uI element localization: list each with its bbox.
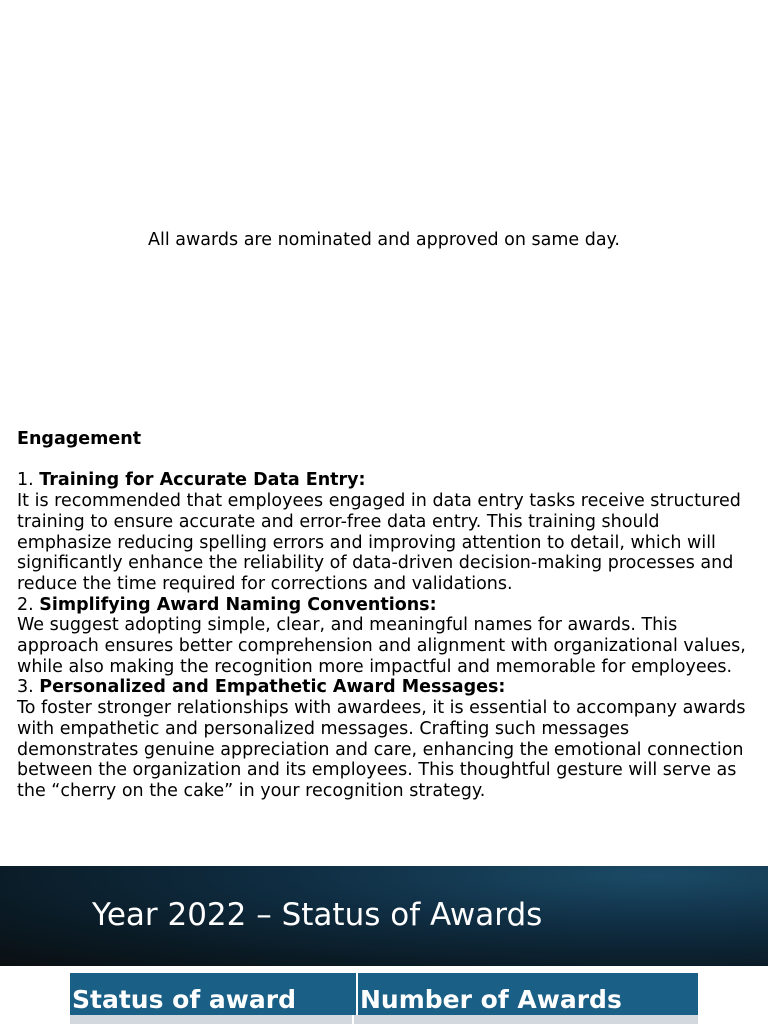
recommendation-3-body: To foster stronger relationships with awardees, it is essential to accompany awards with empathetic and personalized messages. Crafting such messages demonstrates genuine appreciation and care, enhancing the emotional connection between the organization and its employees. This thoughtful gesture will serve as the “cherry on the cake” in your recognition strategy. <box>17 698 746 801</box>
recommendation-1-heading <box>17 470 752 491</box>
recommendation-1-title: Training for Accurate Data Entry: <box>39 470 366 491</box>
recommendation-3-number: 3. <box>17 677 34 698</box>
column-header-status: Status of award <box>70 973 357 1019</box>
engagement-section <box>17 429 752 802</box>
awards-status-table <box>70 973 698 1019</box>
table-row <box>70 1015 698 1024</box>
approval-note: All awards are nominated and approved on same day. <box>148 230 620 250</box>
column-header-count: Number of Awards <box>357 973 698 1019</box>
recommendation-2-title: Simplifying Award Naming Conventions: <box>39 594 437 615</box>
engagement-heading: Engagement <box>17 429 142 449</box>
recommendation-2-heading <box>17 595 752 616</box>
recommendation-2-number: 2. <box>17 594 34 615</box>
recommendation-1-number: 1. <box>17 470 34 491</box>
slide-title-banner <box>0 866 768 966</box>
column-divider <box>352 1015 354 1024</box>
recommendation-2-body: We suggest adopting simple, clear, and meaningful names for awards. This approach ensures better comprehension and alignment with organizational values, while also making the recognition more impactful and memorable for employees. <box>17 615 746 677</box>
slide-title: Year 2022 – Status of Awards <box>92 897 543 933</box>
recommendation-1-body: It is recommended that employees engaged in data entry tasks receive structured training to ensure accurate and error-free data entry. This training should emphasize reducing spelling errors and improving attention to detail, which will significantly enhance the reliability of data-driven decision-making processes and reduce the time required for corrections and validations. <box>17 491 741 594</box>
table-header-row <box>70 973 698 1019</box>
recommendation-3-heading <box>17 677 752 698</box>
recommendation-3-title: Personalized and Empathetic Award Messages: <box>39 677 506 698</box>
